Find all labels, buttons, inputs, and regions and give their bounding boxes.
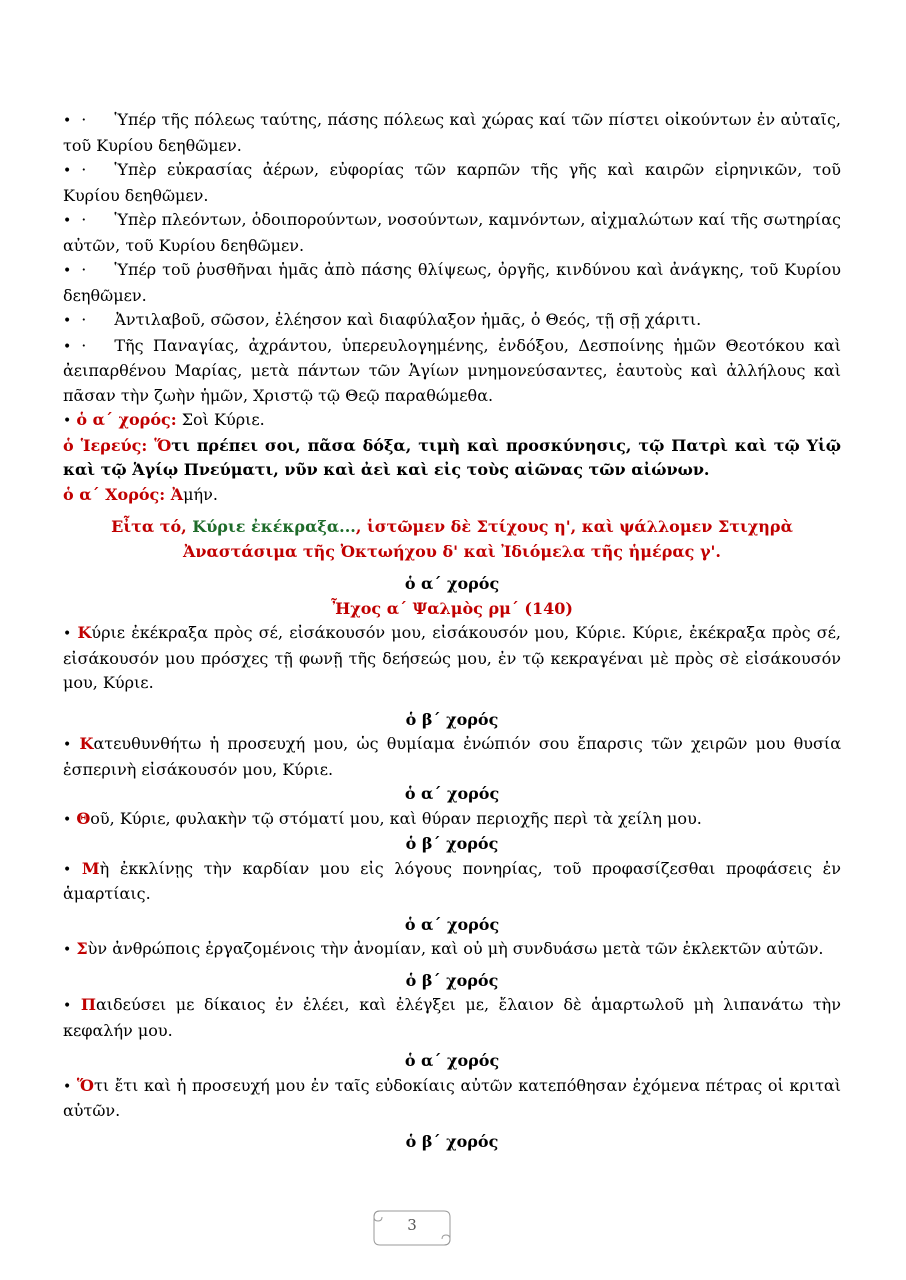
- page-number: 3: [407, 1216, 417, 1234]
- verse-initial: Θ: [76, 808, 91, 828]
- petition-text: Ὑπέρ τοῦ ῥυσθῆναι ἡμᾶς ἀπὸ πάσης θλίψεως, ὀργῆς, κινδύνου καὶ ἀνάγκης, τοῦ Κυρίου δεηθῶμεν.: [63, 260, 841, 305]
- choir-heading: ὁ β΄ χορός: [405, 970, 499, 990]
- petition-mark: ·: [81, 110, 87, 129]
- bullet: •: [63, 737, 72, 753]
- amen-text: μήν.: [183, 484, 218, 504]
- petition-list: [63, 108, 841, 408]
- verse-text: ύριε ἐκέκραξα πρὸς σέ, εἰσάκουσόν μου, εἰσάκουσόν μου, Κύριε. Κύριε, ἐκέκραξα πρὸς σέ, εἰσάκουσόν μου πρόσχες τῇ φωνῇ τῆς δεήσεώς μου, ἐν τῷ κεκραγέναι μὲ πρὸς σὲ εἰσάκουσόν μου, Κύριε.: [63, 623, 841, 692]
- tone-heading-choir: ὁ α΄ χορός: [404, 574, 500, 593]
- petition-text: Ἀντιλαβοῦ, σῶσον, ἐλέησον καὶ διαφύλαξον ἡμᾶς, ὁ Θεός, τῇ σῇ χάριτι.: [114, 310, 702, 329]
- psalm-verse: [63, 993, 841, 1043]
- bullet: •: [63, 413, 72, 429]
- psalm-verse: [63, 807, 841, 833]
- petition: [63, 158, 841, 208]
- amen-label: ὁ α΄ Χορός:: [63, 484, 166, 504]
- petition-mark: ·: [81, 260, 87, 279]
- choir-heading: ὁ α΄ χορός: [404, 784, 500, 803]
- rubric-part3: , ἱστῶμεν δὲ Στίχους η', καὶ ψάλλομεν Στιχηρὰ Ἀναστάσιμα τῆς Ὀκτωήχου δ' καὶ Ἰδιόμελα τῆς ἡμέρας γ'.: [183, 517, 793, 561]
- bullet: •: [63, 1078, 72, 1095]
- verse-text: οῦ, Κύριε, φυλακὴν τῷ στόματί μου, καὶ θύραν περιοχῆς περὶ τὰ χείλη μου.: [90, 808, 702, 828]
- choir-label: ὁ α΄ χορός:: [76, 410, 177, 429]
- bullet: •: [63, 861, 72, 878]
- priest-text: τι πρέπει σοι, πᾶσα δόξα, τιμὴ καὶ προσκύνησις, τῷ Πατρὶ καὶ τῷ Υἱῷ καὶ τῷ Ἁγίῳ Πνεύματι, νῦν καὶ ἀεὶ καὶ εἰς τοὺς αἰῶνας τῶν αἰώνων.: [63, 435, 842, 479]
- choir-heading: ὁ α΄ χορός: [404, 914, 500, 934]
- psalm-verse: [63, 621, 841, 696]
- verse-initial: Ὅ: [76, 1075, 94, 1095]
- choir-heading: ὁ α΄ χορός: [404, 1051, 500, 1070]
- amen-line: [63, 483, 841, 508]
- verse-initial: Π: [80, 995, 96, 1014]
- tone-heading: Ἦχος α΄ Ψαλμὸς ρμ΄ (140): [331, 598, 573, 618]
- bullet: •: [63, 338, 72, 355]
- bullet: •: [63, 998, 72, 1014]
- amen-initial: Ἀ: [165, 484, 184, 504]
- psalm-verse: [63, 1074, 841, 1124]
- petition-text: Ὑπὲρ πλεόντων, ὁδοιπορούντων, νοσούντων, καμνόντων, αἰχμαλώτων καί τῆς σωτηρίας αὐτῶν, τοῦ Κυρίου δεηθῶμεν.: [63, 210, 841, 255]
- bullet: •: [63, 263, 72, 279]
- verse-initial: Κ: [77, 623, 92, 642]
- bullet: •: [63, 163, 72, 179]
- page-number-scroll: [370, 1205, 454, 1251]
- choir-response-text: Σοὶ Κύριε.: [176, 410, 265, 429]
- petition-text: Τῆς Παναγίας, ἀχράντου, ὑπερευλογημένης, ἐνδόξου, Δεσποίνης ἡμῶν Θεοτόκου καὶ ἀειπαρθένου Μαρίας, μετὰ πάντων τῶν Ἁγίων μνημονεύσαντες, ἑαυτοὺς καὶ ἀλλήλους καὶ πᾶσαν τὴν ζωὴν ἡμῶν, Χριστῷ τῷ Θεῷ παραθώμεθα.: [63, 335, 841, 405]
- psalm-verse: [63, 937, 841, 963]
- petition-mark: ·: [81, 335, 87, 355]
- bullet: •: [63, 113, 72, 129]
- petition-mark: ·: [81, 210, 87, 229]
- petition: [63, 258, 841, 308]
- verse-text: ατευθυνθήτω ἡ προσευχή μου, ὡς θυμίαμα ἐνώπιόν σου ἔπαρσις τῶν χειρῶν μου θυσία ἑσπερινὴ εἰσάκουσόν μου, Κύριε.: [63, 734, 842, 779]
- verse-text: ὴ ἐκκλίνῃς τὴν καρδίαν μου εἰς λόγους πονηρίας, τοῦ προφασίζεσθαι προφάσεις ἐν ἁμαρτίαις.: [63, 858, 841, 903]
- bullet: •: [63, 942, 72, 958]
- bullet: •: [63, 313, 72, 329]
- petition-text: Ὑπέρ τῆς πόλεως ταύτης, πάσης πόλεως καὶ χώρας καί τῶν πίστει οἰκούντων ἐν αὐταῖς, τοῦ Κυρίου δεηθῶμεν.: [63, 110, 841, 155]
- priest-label: ὁ Ἱερεύς:: [63, 435, 148, 455]
- closing-choir-heading: ὁ β΄ χορός: [405, 1131, 499, 1151]
- rubric-part2: Κύριε ἐκέκραξα...: [192, 517, 356, 536]
- rubric-part1: Εἶτα τό,: [111, 517, 193, 536]
- priest-exclamation: [63, 434, 841, 483]
- priest-initial: Ὅ: [147, 435, 172, 455]
- petition: [63, 308, 841, 334]
- choir-heading: ὁ β΄ χορός: [405, 834, 499, 853]
- verse-text: αιδεύσει με δίκαιος ἐν ἐλέει, καὶ ἐλέγξει με, ἔλαιον δὲ ἁμαρτωλοῦ μὴ λιπανάτω τὴν κεφαλήν μου.: [63, 995, 841, 1040]
- document-page: [63, 108, 841, 1154]
- verse-text: τι ἔτι καὶ ἡ προσευχή μου ἐν ταῖς εὐδοκίαις αὐτῶν κατεπόθησαν ἐχόμενα πέτρας οἱ κριταὶ αὐτῶν.: [63, 1075, 841, 1120]
- verse-initial: Κ: [79, 734, 94, 753]
- rubric: [63, 515, 841, 564]
- psalm-verses: [63, 621, 841, 1124]
- bullet: •: [63, 811, 72, 828]
- petition: [63, 108, 841, 158]
- verse-initial: Σ: [76, 939, 88, 958]
- bullet: •: [63, 626, 72, 642]
- petition: [63, 334, 841, 409]
- psalm-verse: [63, 732, 841, 782]
- petition-mark: ·: [81, 310, 87, 329]
- petition-text: Ὑπὲρ εὐκρασίας ἀέρων, εὐφορίας τῶν καρπῶν τῆς γῆς καὶ καιρῶν εἰρηνικῶν, τοῦ Κυρίου δεηθῶμεν.: [63, 160, 841, 205]
- choir-response: [63, 408, 841, 434]
- petition-mark: ·: [81, 160, 87, 179]
- verse-initial: Μ: [81, 858, 100, 878]
- petition: [63, 208, 841, 258]
- bullet: •: [63, 213, 72, 229]
- verse-text: ὺν ἀνθρώποις ἐργαζομένοις τὴν ἀνομίαν, καὶ οὐ μὴ συνδυάσω μετὰ τῶν ἐκλεκτῶν αὐτῶν.: [87, 939, 824, 958]
- psalm-verse: [63, 857, 841, 907]
- choir-heading: ὁ β΄ χορός: [405, 709, 499, 729]
